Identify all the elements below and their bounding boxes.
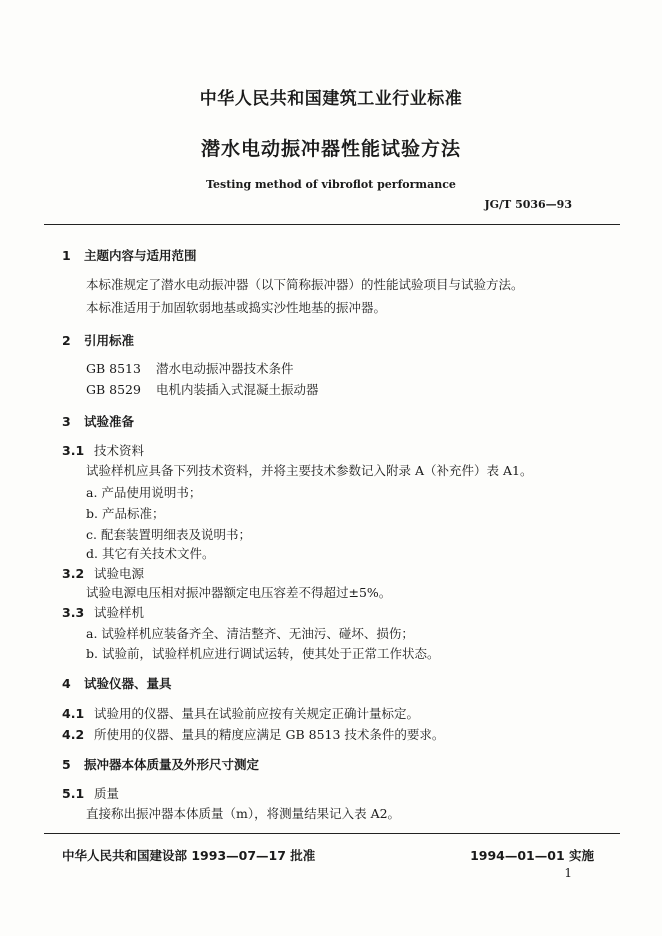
section-1-paragraph: 本标准适用于加固软弱地基或捣实沙性地基的振冲器。 bbox=[86, 300, 387, 315]
subsection-5-1-heading: 5.1 质量 bbox=[62, 786, 120, 801]
list-item: d. 其它有关技术文件。 bbox=[86, 546, 215, 561]
bottom-rule bbox=[44, 833, 620, 834]
subsection-3-1-heading: 3.1 技术资料 bbox=[62, 443, 145, 458]
list-item: a. 试验样机应装备齐全、清洁整齐、无油污、碰坏、损伤； bbox=[86, 626, 414, 641]
section-5-heading: 5 振冲器本体质量及外形尺寸测定 bbox=[62, 757, 260, 772]
top-rule bbox=[44, 224, 620, 225]
standard-code: JG/T 5036—93 bbox=[484, 198, 572, 211]
reference-item: GB 8513 潜水电动振冲器技术条件 bbox=[86, 361, 294, 376]
page-number: 1 bbox=[564, 866, 572, 880]
section-3-heading: 3 试验准备 bbox=[62, 414, 135, 429]
standard-type: 中华人民共和国建筑工业行业标准 bbox=[199, 89, 463, 109]
approval-line: 中华人民共和国建设部 1993—07—17 批准 bbox=[62, 848, 316, 863]
subsection-4-2: 4.2 所使用的仪器、量具的精度应满足 GB 8513 技术条件的要求。 bbox=[62, 727, 445, 742]
list-item: c. 配套装置明细表及说明书； bbox=[86, 527, 251, 542]
section-2-heading: 2 引用标准 bbox=[62, 333, 135, 348]
subsection-3-2-text: 试验电源电压相对振冲器额定电压容差不得超过±5%。 bbox=[86, 585, 392, 600]
subsection-4-1: 4.1 试验用的仪器、量具在试验前应按有关规定正确计量标定。 bbox=[62, 706, 420, 721]
document-title: 潜水电动振冲器性能试验方法 bbox=[200, 138, 461, 160]
english-title: Testing method of vibroflot performance bbox=[206, 178, 456, 191]
subsection-3-3-heading: 3.3 试验样机 bbox=[62, 605, 145, 620]
implementation-date: 1994—01—01 实施 bbox=[470, 848, 594, 863]
section-1-heading: 1 主题内容与适用范围 bbox=[62, 248, 197, 263]
list-item: b. 试验前，试验样机应进行调试运转，使其处于正常工作状态。 bbox=[86, 646, 440, 661]
subsection-3-2-heading: 3.2 试验电源 bbox=[62, 566, 145, 581]
list-item: b. 产品标准； bbox=[86, 506, 165, 521]
section-1-paragraph: 本标准规定了潜水电动振冲器（以下简称振冲器）的性能试验项目与试验方法。 bbox=[86, 277, 524, 292]
subsection-3-1-text: 试验样机应具备下列技术资料，并将主要技术参数记入附录 A（补充件）表 A1。 bbox=[86, 463, 533, 478]
section-4-heading: 4 试验仪器、量具 bbox=[62, 676, 172, 691]
reference-item: GB 8529 电机内装插入式混凝土振动器 bbox=[86, 382, 319, 397]
subsection-5-1-text: 直接称出振冲器本体质量（m），将测量结果记入表 A2。 bbox=[86, 806, 401, 821]
list-item: a. 产品使用说明书； bbox=[86, 485, 202, 500]
